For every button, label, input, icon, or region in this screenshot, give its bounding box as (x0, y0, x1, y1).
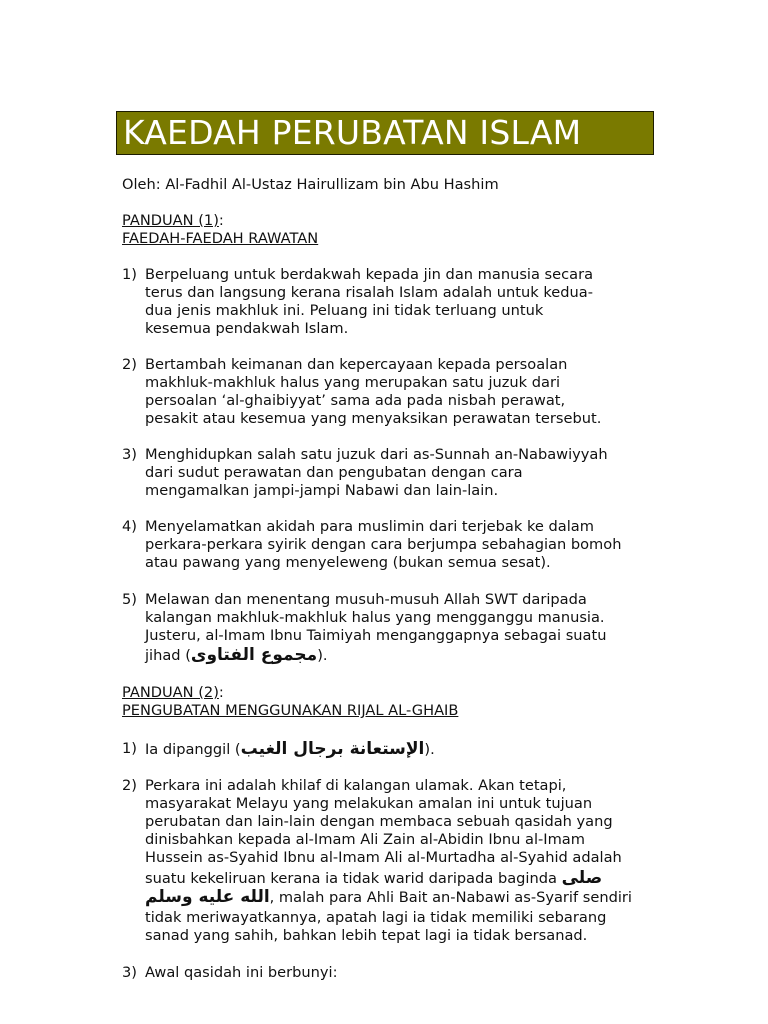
item-text: Menyelamatkan akidah para muslimin dari terjebak ke dalam perkara-perkara syirik dengan cara berjumpa sebahagian bomoh atau pawang yang menyeleweng (bukan semua sesat). (145, 518, 622, 571)
item-text: Melawan dan menentang musuh-musuh Allah SWT daripada kalangan makhluk-makhluk halus yang mengganggu manusia. Justeru, al-Imam Ibnu Taimiyah menganggapnya sebagai suatu (145, 591, 607, 644)
item-number: 1) (122, 266, 137, 283)
panduan-2-subtitle: PENGUBATAN MENGGUNAKAN RIJAL AL-GHAIB (122, 702, 459, 719)
item-text-line (145, 888, 665, 907)
item-text-segment: ). (424, 741, 435, 758)
item-number: 4) (122, 518, 137, 535)
item-text: Awal qasidah ini berbunyi: (145, 964, 338, 981)
title-banner (116, 111, 654, 155)
arabic-text: مجموع الفتاوى (190, 645, 318, 665)
arabic-text: الإستعانة برجال الغيب (240, 739, 425, 759)
item-text-end: tidak meriwayatkannya, apatah lagi ia tidak memiliki sebarang sanad yang sahih, bahkan lebih tepat lagi ia tidak bersanad. (145, 909, 607, 944)
item-text: Perkara ini adalah khilaf di kalangan ulamak. Akan tetapi, masyarakat Melayu yang melakukan amalan ini untuk tujuan perubatan dan lain-lain dengan membaca sebuah qasidah yang dinisbahkan kepada al-Imam Ali Zain al-Abidin Ibnu al-Imam Hussein as-Syahid Ibnu al-Imam Ali al-Murtadha al-Syahid adalah (145, 777, 622, 866)
item-text: Bertambah keimanan dan kepercayaan kepada persoalan makhluk-makhluk halus yang merupakan satu juzuk dari persoalan ‘al-ghaibiyyat’ sama ada pada nisbah perawat, pesakit atau kesemua yang menyaksikan perawatan tersebut. (145, 356, 602, 427)
item-text-segment: ). (317, 647, 328, 664)
panduan-2-label: PANDUAN (2) (122, 684, 219, 701)
item-number: 2) (122, 356, 137, 373)
item-number: 5) (122, 591, 137, 608)
panduan-1-label: PANDUAN (1) (122, 212, 219, 229)
item-number: 1) (122, 740, 137, 757)
item-text-line (145, 869, 665, 888)
item-text-last-line (145, 646, 665, 665)
author-line: Oleh: Al-Fadhil Al-Ustaz Hairullizam bin Abu Hashim (122, 176, 499, 193)
item-text-segment: , malah para Ahli Bait an-Nabawi as-Syarif sendiri (269, 889, 632, 906)
item-text: Berpeluang untuk berdakwah kepada jin dan manusia secara terus dan langsung kerana risalah Islam adalah untuk kedua- dua jenis makhluk ini. Peluang ini tidak terluang untuk kesemua pendakwah Islam. (145, 266, 594, 337)
panduan-2-colon: : (218, 684, 224, 701)
item-number: 2) (122, 777, 137, 794)
arabic-text: صلى (561, 868, 603, 888)
panduan-2-heading (122, 684, 224, 702)
panduan-1-colon: : (218, 212, 224, 229)
panduan-1-heading (122, 212, 224, 230)
document-title: KAEDAH PERUBATAN ISLAM (123, 113, 582, 152)
item-number: 3) (122, 964, 137, 981)
item-text: Menghidupkan salah satu juzuk dari as-Sunnah an-Nabawiyyah dari sudut perawatan dan pengubatan dengan cara mengamalkan jampi-jampi Nabawi dan lain-lain. (145, 446, 608, 499)
item-number: 3) (122, 446, 137, 463)
item-text (145, 740, 665, 759)
panduan-1-subtitle: FAEDAH-FAEDAH RAWATAN (122, 230, 319, 247)
item-text-segment: jihad ( (145, 647, 191, 664)
item-text-segment: suatu kekeliruan kerana ia tidak warid daripada baginda (145, 870, 557, 887)
item-text-segment: Ia dipanggil ( (145, 741, 241, 758)
arabic-text: الله عليه وسلم (145, 887, 270, 907)
